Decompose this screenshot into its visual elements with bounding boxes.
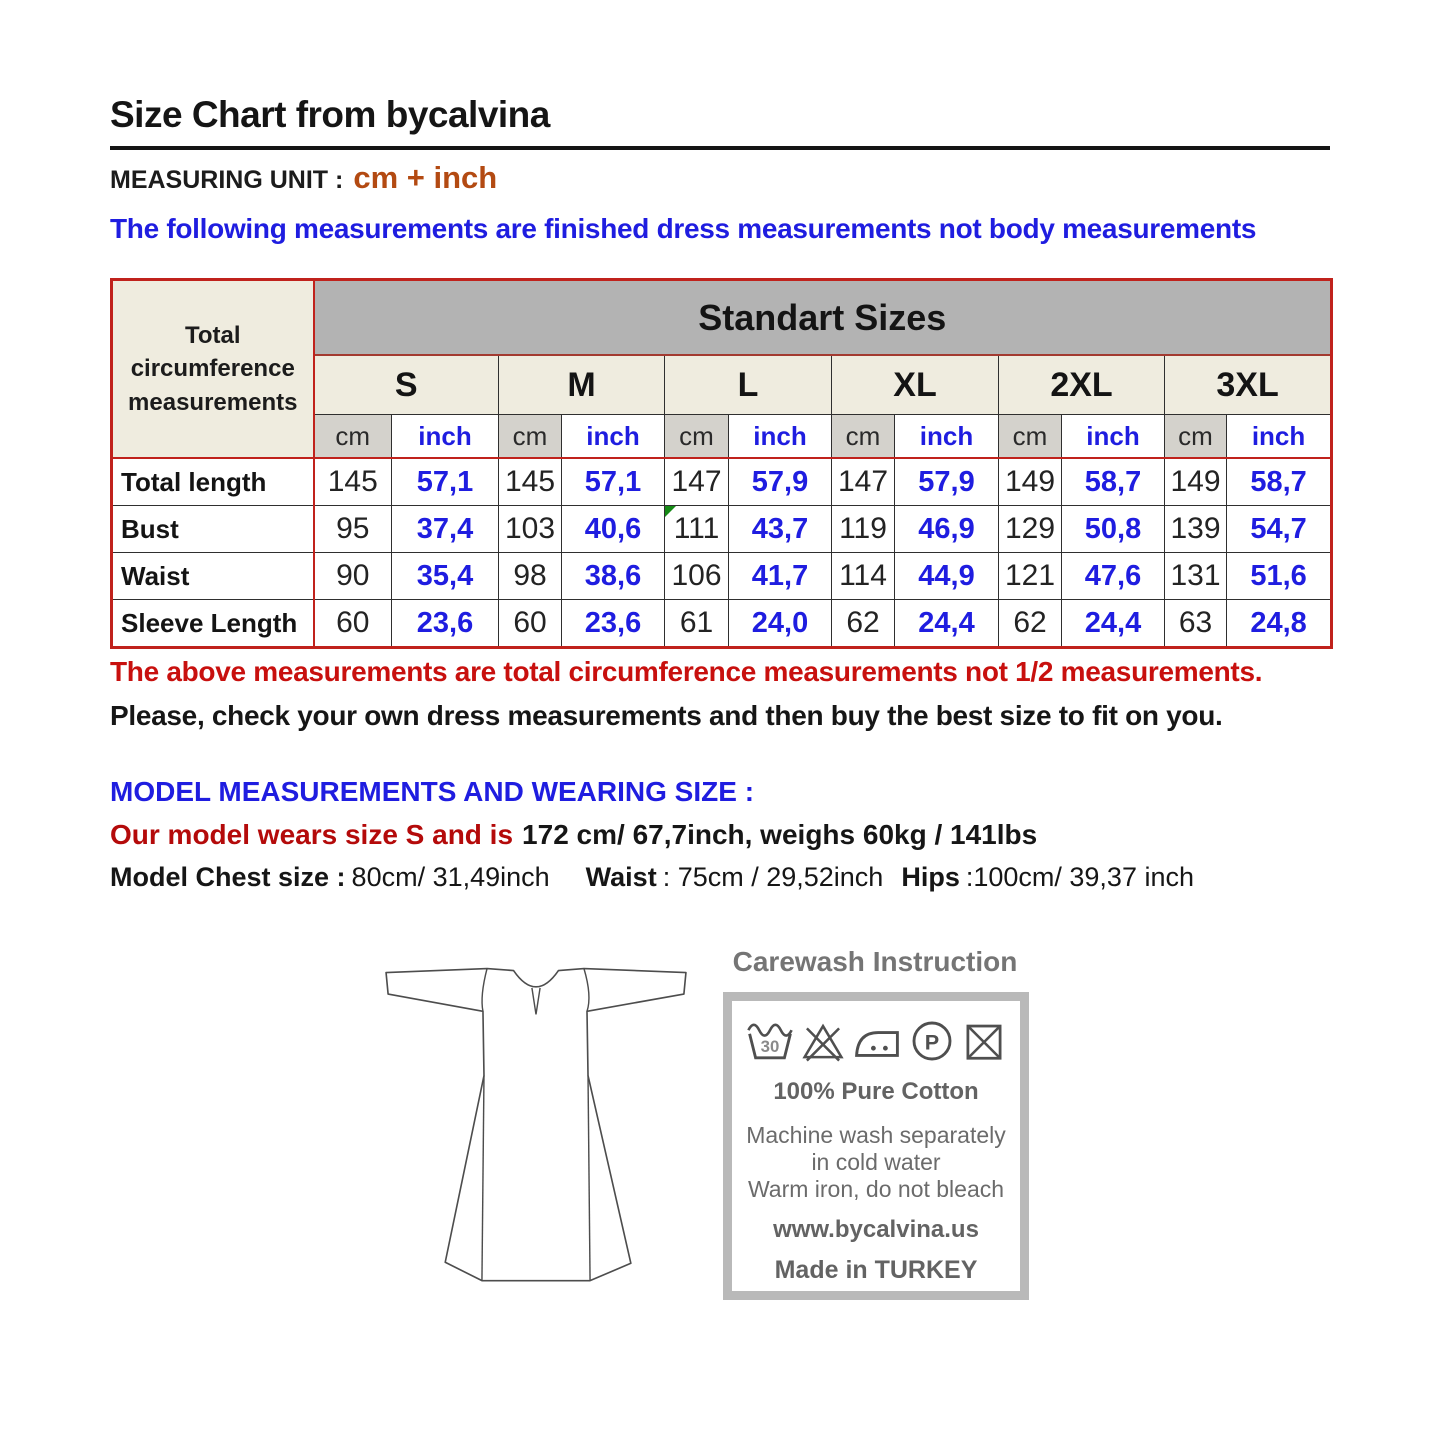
cm-value: 98 [499, 553, 562, 600]
total-circumference-note: The above measurements are total circumference measurements not 1/2 measurements. [110, 656, 1263, 687]
model-wears-line [110, 819, 1037, 851]
model-wears-red-text: Our model wears size S and is [110, 819, 514, 850]
unit-cm-label: cm [1165, 415, 1227, 459]
unit-inch-label: inch [1062, 415, 1165, 459]
cm-value: 61 [665, 600, 729, 648]
unit-cm-label: cm [314, 415, 392, 459]
unit-cm-label: cm [665, 415, 729, 459]
inch-value: 51,6 [1227, 553, 1332, 600]
cm-value: 63 [1165, 600, 1227, 648]
table-row-total-length [112, 458, 1332, 506]
cm-value: 62 [999, 600, 1062, 648]
inch-value: 47,6 [1062, 553, 1165, 600]
inch-value: 57,9 [729, 458, 832, 506]
size-header-l: L [665, 355, 832, 415]
cm-value: 103 [499, 506, 562, 553]
wash-line: Machine wash separately [746, 1122, 1006, 1148]
table-row [112, 280, 1332, 356]
wash-line: Warm iron, do not bleach [747, 1176, 1005, 1203]
wash-instructions [732, 1122, 1020, 1203]
cell-comment-marker [665, 506, 676, 517]
carewash-box [723, 992, 1029, 1300]
unit-cm-label: cm [999, 415, 1062, 459]
cm-value: 145 [314, 458, 392, 506]
standart-sizes-header: Standart Sizes [314, 280, 1332, 356]
measuring-unit-line [110, 160, 497, 196]
website-label: www.bycalvina.us [773, 1216, 979, 1244]
row-label: Sleeve Length [112, 600, 314, 648]
inch-value: 57,1 [392, 458, 499, 506]
cm-value: 149 [999, 458, 1062, 506]
measuring-unit-label: MEASURING UNIT : [110, 166, 344, 194]
inch-value: 58,7 [1227, 458, 1332, 506]
svg-text:30: 30 [760, 1036, 780, 1056]
unit-inch-label: inch [1227, 415, 1332, 459]
cm-value: 60 [314, 600, 392, 648]
cm-value: 147 [665, 458, 729, 506]
inch-value: 24,8 [1227, 600, 1332, 648]
cm-value: 60 [499, 600, 562, 648]
unit-inch-label: inch [392, 415, 499, 459]
cm-value: 121 [999, 553, 1062, 600]
cm-value-text: 111 [673, 512, 720, 545]
inch-value: 37,4 [392, 506, 499, 553]
title-divider [110, 146, 1330, 150]
inch-value: 44,9 [895, 553, 999, 600]
inch-value: 43,7 [729, 506, 832, 553]
wash-30-icon [745, 1017, 795, 1065]
cm-value: 95 [314, 506, 392, 553]
model-body-line [110, 862, 1194, 893]
unit-inch-label: inch [895, 415, 999, 459]
dress-sketch-svg [383, 955, 689, 1287]
hips-value: :100cm/ 39,37 inch [965, 862, 1194, 892]
size-header-3xl: 3XL [1165, 355, 1332, 415]
inch-value: 23,6 [392, 600, 499, 648]
cm-value: 139 [1165, 506, 1227, 553]
care-symbols-row [732, 1017, 1020, 1065]
table-row-sleeve-length [112, 600, 1332, 648]
unit-inch-label: inch [729, 415, 832, 459]
chest-label: Model Chest size : [110, 862, 346, 892]
made-in-label: Made in TURKEY [774, 1256, 978, 1285]
finished-measurements-note: The following measurements are finished dress measurements not body measurements [110, 213, 1257, 244]
cm-value: 147 [832, 458, 895, 506]
inch-value: 41,7 [729, 553, 832, 600]
unit-inch-label: inch [562, 415, 665, 459]
warm-iron-icon [851, 1017, 903, 1065]
corner-line: Total [184, 321, 241, 349]
cm-value: 149 [1165, 458, 1227, 506]
corner-line: measurements [128, 388, 298, 416]
inch-value: 50,8 [1062, 506, 1165, 553]
cm-value [665, 506, 729, 553]
cm-value: 62 [832, 600, 895, 648]
inch-value: 54,7 [1227, 506, 1332, 553]
row-label: Waist [112, 553, 314, 600]
model-wears-black-text: 172 cm/ 67,7inch, weighs 60kg / 141lbs [522, 819, 1038, 850]
inch-value: 57,1 [562, 458, 665, 506]
unit-cm-label: cm [832, 415, 895, 459]
row-label: Total length [112, 458, 314, 506]
inch-value: 24,4 [1062, 600, 1165, 648]
carewash-title: Carewash Instruction [732, 946, 1018, 977]
svg-text:P: P [924, 1029, 940, 1055]
cm-value: 119 [832, 506, 895, 553]
cm-value: 106 [665, 553, 729, 600]
corner-header-cell [112, 280, 314, 459]
waist-label: Waist [585, 862, 657, 892]
unit-cm-label: cm [499, 415, 562, 459]
fabric-label: 100% Pure Cotton [773, 1078, 979, 1105]
size-header-m: M [499, 355, 665, 415]
inch-value: 40,6 [562, 506, 665, 553]
inch-value: 24,4 [895, 600, 999, 648]
cm-value: 131 [1165, 553, 1227, 600]
waist-value: : 75cm / 29,52inch [662, 862, 884, 892]
cm-value: 114 [832, 553, 895, 600]
chest-value: 80cm/ 31,49inch [351, 862, 550, 892]
do-not-bleach-icon [800, 1017, 846, 1065]
wash-line: in cold water [811, 1149, 941, 1176]
model-measurements-heading: MODEL MEASUREMENTS AND WEARING SIZE : [110, 776, 755, 807]
inch-value: 23,6 [562, 600, 665, 648]
size-header-xl: XL [832, 355, 999, 415]
inch-value: 24,0 [729, 600, 832, 648]
table-row-bust [112, 506, 1332, 553]
dry-clean-p-icon [908, 1017, 956, 1065]
page-title: Size Chart from bycalvina [110, 94, 550, 135]
inch-value: 46,9 [895, 506, 999, 553]
inch-value: 58,7 [1062, 458, 1165, 506]
inch-value: 57,9 [895, 458, 999, 506]
table-row-waist [112, 553, 1332, 600]
do-not-tumble-dry-icon [961, 1017, 1007, 1065]
size-header-2xl: 2XL [999, 355, 1165, 415]
cm-value: 90 [314, 553, 392, 600]
corner-line: circumference [130, 355, 295, 383]
dress-sketch [383, 955, 689, 1287]
hips-label: Hips [901, 862, 960, 892]
size-table [110, 278, 1333, 649]
size-header-s: S [314, 355, 499, 415]
check-size-note: Please, check your own dress measurements and then buy the best size to fit on you. [110, 700, 1223, 731]
cm-value: 145 [499, 458, 562, 506]
measuring-unit-value: cm + inch [353, 160, 498, 195]
inch-value: 35,4 [392, 553, 499, 600]
row-label: Bust [112, 506, 314, 553]
inch-value: 38,6 [562, 553, 665, 600]
cm-value: 129 [999, 506, 1062, 553]
